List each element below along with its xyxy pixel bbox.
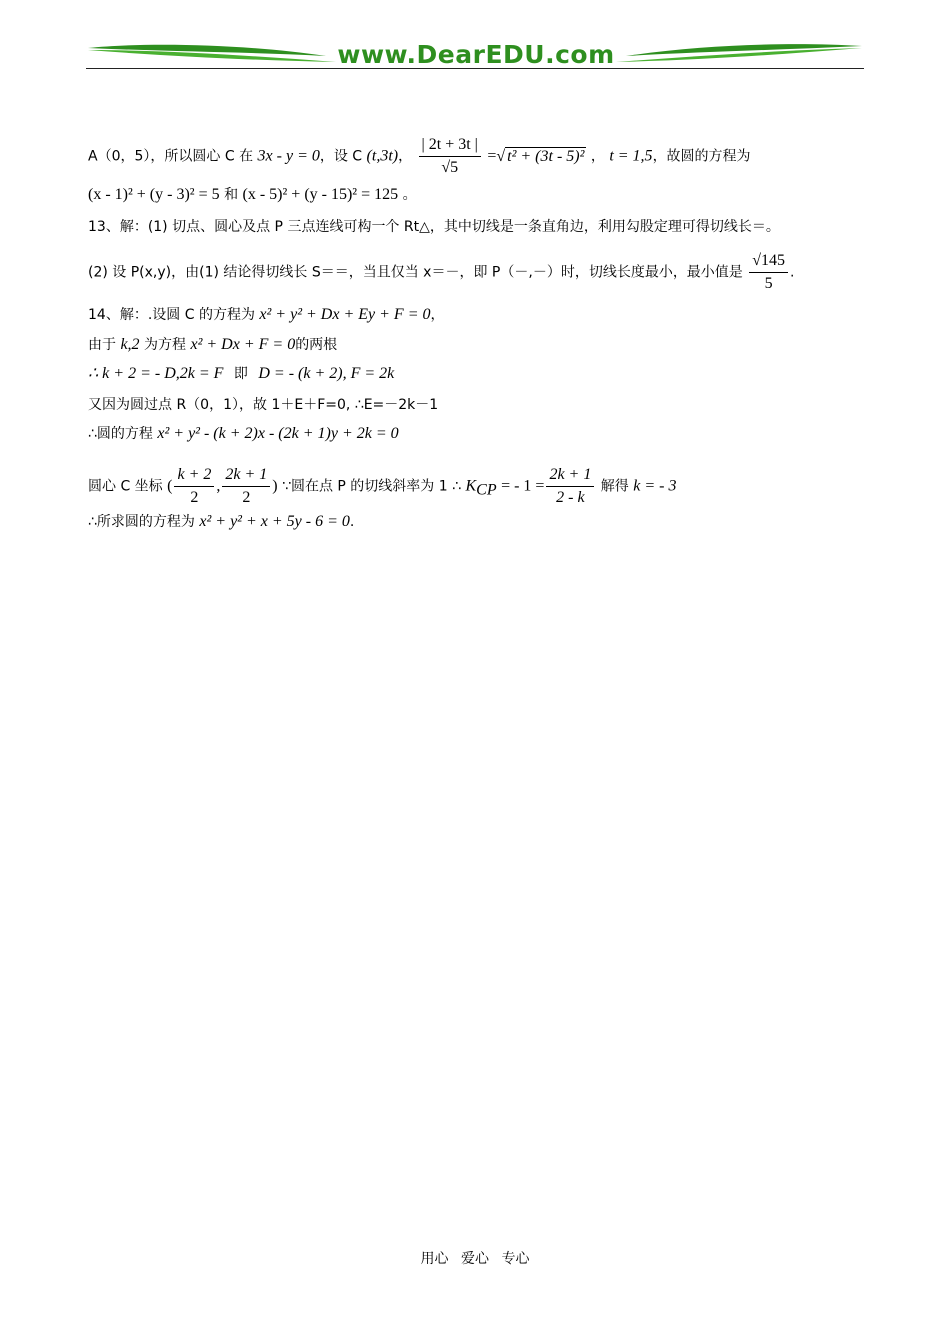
footer-motto: 用心 爱心 专心 [420,1251,530,1267]
equation: D = - (k + 2), F = 2k [258,365,395,382]
fraction [546,466,594,507]
equation: x² + y² + x + 5y - 6 = 0 [199,513,350,530]
line-4 [88,252,795,293]
line-3: 13、解：(1) 切点、圆心及点 P 三点连线可构一个 Rt△，其中切线是一条直角边，利用勾股定理可得切线长＝。 [88,219,780,235]
fraction-numerator: 145 [761,252,786,269]
line-text: . [349,514,355,530]
roots: k,2 [120,336,140,353]
line-10: 圆心 C 坐标 ( $\frac{k + 2}{2}$ , $\frac{2k + 1}{2}$ ) ∵圆在点 P 的切线斜率为 1 ∴ $K_{CP}$ = - 1 = $\frac{2k + 1}{2 - k}$ 解得 k = - 3 [88,466,677,506]
fraction-denominator: 2 [190,489,199,506]
header-rule [86,68,864,69]
fraction [174,466,214,507]
line-7 [88,365,394,383]
slope-symbol: K [465,477,477,495]
t-values: t = 1,5 [609,147,653,165]
line-11 [88,513,354,531]
line-2 [88,186,417,204]
line-text: ∵圆在点 P 的切线斜率为 1 ∴ [282,478,462,495]
answer: k = - 3 [633,477,677,495]
site-name[interactable]: www.DearEDU.com [337,40,615,69]
line-text: ，设 C [319,148,363,165]
line-text: 。 [402,187,417,203]
line-5 [88,306,445,324]
equation: x² + y² - (k + 2)x - (2k + 1)y + 2k = 0 [157,425,399,442]
line-text: 由于 [88,337,116,353]
fraction-numerator: | 2t + 3t | [419,136,481,157]
equation: (x - 1)² + (y - 3)² = 5 [88,186,220,203]
equation: 3x - y = 0 [257,147,320,165]
equation: x² + y² + Dx + Ey + F = 0 [259,306,431,323]
fraction-numerator: k + 2 [174,466,214,487]
line-9 [88,425,399,443]
point-expression: (t,3t) [366,147,399,165]
line-text: 的两根 [295,337,338,353]
fraction: $\frac{| 2t + 3t |}{√5}$ [419,136,481,177]
fraction-denominator: 2 - k [556,489,585,506]
line-text: 解得 [600,478,629,495]
fraction: $\frac{√145}{5}$ [749,252,788,293]
line-text: 和 [224,187,239,203]
fraction-denominator: 2 [242,489,251,506]
fraction-denominator: 5 [764,275,773,292]
fraction-numerator: 2k + 1 [222,466,270,487]
header-banner [86,38,864,72]
sqrt-expression: √ t² + (3t - 5)² [496,147,585,165]
equation: ∴ k + 2 = - D,2k = F [88,365,224,382]
line-text: (2) 设 P(x,y)，由(1) 结论得切线长 S＝＝，当且仅当 x＝－，即 P（－,－）时，切线长度最小，最小值是 [88,264,743,281]
line-text: 圆心 C 坐标 [88,478,163,495]
line-text: A（0，5），所以圆心 C 在 [88,148,254,165]
line-text: ∴圆的方程 [88,426,153,442]
equation: (x - 5)² + (y - 15)² = 125 [242,186,399,203]
fraction [222,466,270,507]
line-text: ∴所求圆的方程为 [88,514,195,530]
slope-subscript: CP [476,481,497,499]
equation: x² + Dx + F = 0 [190,336,296,353]
line-text: 14、解：.设圆 C 的方程为 [88,307,255,323]
line-text: . [790,264,795,281]
line-1: A（0，5），所以圆心 C 在 3x - y = 0，设 C (t,3t)， $\frac{| 2t + 3t |}{√5}$ =√ t² + (3t - 5)² ， t = 1,5，故圆的方程为 [88,136,751,176]
line-6 [88,336,337,354]
fraction-numerator: 2k + 1 [546,466,594,487]
fraction-denominator: 5 [450,159,459,176]
line-text: 即 [233,366,248,382]
equation: = - 1 = [501,477,545,495]
line-text: ，故圆的方程为 [652,148,751,165]
line-text: ， [430,307,445,323]
line-text: 为方程 [144,337,187,353]
line-8: 又因为圆过点 R（0，1），故 1＋E＋F=0, ∴E=－2k－1 [88,397,439,413]
